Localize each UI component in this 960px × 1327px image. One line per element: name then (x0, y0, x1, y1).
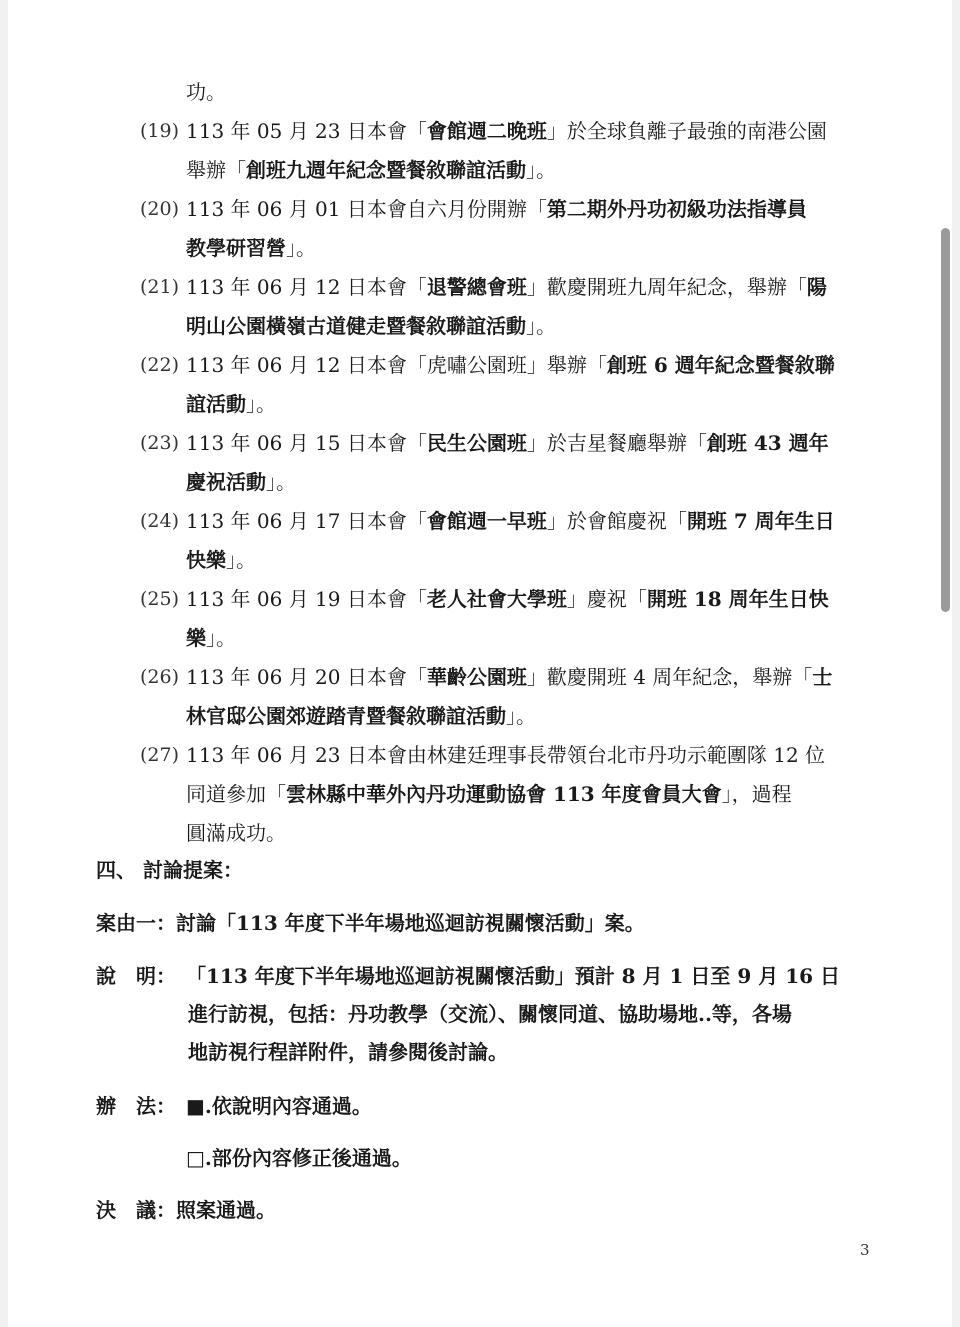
text-segment: 」於吉星餐廳舉辦「 (526, 431, 707, 455)
text-segment: 」歡慶開班九周年紀念，舉辦「 (526, 275, 807, 299)
explanation-line-2: 進行訪視，包括：丹功教學（交流）、關懷同道、協助場地..等，各場 (188, 1002, 792, 1026)
list-item-line (186, 548, 256, 572)
section-heading: 四、 討論提案： (96, 858, 243, 882)
text-segment: 113 年 05 月 23 日本會「 (186, 119, 427, 143)
bold-text: 開班 7 周年生日 (686, 509, 835, 533)
bold-text: 老人社會大學班 (426, 587, 567, 611)
resolution: 決 議：照案通過。 (96, 1198, 276, 1222)
text-segment: 」。 (206, 626, 236, 650)
bold-text: 創班 6 週年紀念暨餐敘聯 (606, 353, 835, 377)
continuation-line: 功。 (186, 80, 226, 104)
list-item-line (186, 353, 835, 377)
bold-text: 士 (812, 665, 833, 689)
bold-text: 創班九週年紀念暨餐敘聯誼活動 (246, 158, 526, 182)
text-segment: 113 年 06 月 01 日本會自六月份開辦「 (186, 197, 547, 221)
list-item-line (186, 470, 296, 494)
text-segment: 舉辦「 (186, 158, 246, 182)
list-item-line (186, 821, 286, 845)
text-segment: 113 年 06 月 20 日本會「 (186, 665, 427, 689)
list-item-number: (24) (140, 510, 180, 532)
list-item-number: (22) (140, 354, 180, 376)
page-number: 3 (860, 1241, 870, 1259)
bold-text: 陽 (806, 275, 827, 299)
vertical-scrollbar[interactable] (941, 228, 950, 612)
list-item-line (186, 158, 556, 182)
bold-text: 雲林縣中華外內丹功運動協會 113 年度會員大會 (286, 782, 722, 806)
text-segment: 」，過程 (721, 782, 792, 806)
text-segment: 113 年 06 月 17 日本會「 (186, 509, 427, 533)
text-segment: 」。 (246, 392, 276, 416)
list-item-number: (20) (140, 198, 180, 220)
text-segment: 113 年 06 月 15 日本會「 (186, 431, 427, 455)
explanation-line-1: 「113 年度下半年場地巡迴訪視關懷活動」預計 8 月 1 日至 9 月 16 日 (186, 964, 840, 988)
bold-text: 華齡公園班 (426, 665, 527, 689)
text-segment: 」。 (266, 470, 296, 494)
method-label: 辦 法： (96, 1094, 176, 1118)
text-segment: 」慶祝「 (566, 587, 647, 611)
text-segment: 」於會館慶祝「 (546, 509, 687, 533)
bold-text: 開班 18 周年生日快 (646, 587, 829, 611)
text-segment: 113 年 06 月 12 日本會「 (186, 275, 427, 299)
list-item-number: (23) (140, 432, 180, 454)
list-item-line (186, 392, 276, 416)
list-item-line (186, 236, 316, 260)
bold-text: 快樂 (186, 548, 226, 572)
text-segment: 」。 (526, 314, 556, 338)
text-segment: 」。 (506, 704, 536, 728)
case-line: 案由一：討論「113 年度下半年場地巡迴訪視關懷活動」案。 (96, 911, 645, 935)
bold-text: 第二期外丹功初級功法指導員 (546, 197, 807, 221)
list-item-line (186, 743, 825, 767)
bold-text: 教學研習營 (186, 236, 286, 260)
list-item-number: (21) (140, 276, 180, 298)
list-item-line (186, 197, 807, 221)
text-segment: 」。 (226, 548, 256, 572)
bold-text: 誼活動 (186, 392, 246, 416)
list-item-number: (26) (140, 666, 180, 688)
method-option-checked: ■.依說明內容通過。 (186, 1094, 372, 1118)
bold-text: 民生公園班 (426, 431, 527, 455)
list-item-line (186, 704, 536, 728)
bold-text: 樂 (186, 626, 206, 650)
bold-text: 會館週二晚班 (426, 119, 547, 143)
text-segment: 」歡慶開班 4 周年紀念，舉辦「 (526, 665, 813, 689)
text-segment: 圓滿成功。 (186, 821, 286, 845)
list-item-line (186, 314, 556, 338)
bold-text: 林官邸公園郊遊踏青暨餐敘聯誼活動 (186, 704, 506, 728)
text-segment: 」。 (286, 236, 316, 260)
list-item-line (186, 509, 835, 533)
bold-text: 明山公園橫嶺古道健走暨餐敘聯誼活動 (186, 314, 526, 338)
list-item-line (186, 275, 827, 299)
method-option-unchecked: □.部份內容修正後通過。 (186, 1146, 412, 1170)
list-item-line (186, 587, 829, 611)
bold-text: 創班 43 週年 (706, 431, 829, 455)
explanation-line-3: 地訪視行程詳附件，請參閱後討論。 (188, 1040, 508, 1064)
list-item-number: (25) (140, 588, 180, 610)
bold-text: 慶祝活動 (186, 470, 266, 494)
list-item-line (186, 665, 832, 689)
text-segment: 113 年 06 月 19 日本會「 (186, 587, 427, 611)
list-item-line (186, 119, 827, 143)
list-item-line (186, 782, 792, 806)
list-item-number: (27) (140, 744, 180, 766)
text-segment: 」於全球負離子最強的南港公園 (546, 119, 827, 143)
text-segment: 113 年 06 月 23 日本會由林建廷理事長帶領台北市丹功示範團隊 12 位 (186, 743, 826, 767)
text-segment: 」。 (526, 158, 556, 182)
text-segment: 113 年 06 月 12 日本會「虎嘯公園班」舉辦「 (186, 353, 607, 377)
document-page (8, 0, 952, 1327)
text-segment: 同道參加「 (186, 782, 286, 806)
list-item-line (186, 626, 236, 650)
list-item-number: (19) (140, 120, 180, 142)
bold-text: 退警總會班 (426, 275, 527, 299)
bold-text: 會館週一早班 (426, 509, 547, 533)
explanation-label: 說 明： (96, 964, 176, 988)
list-item-line (186, 431, 829, 455)
